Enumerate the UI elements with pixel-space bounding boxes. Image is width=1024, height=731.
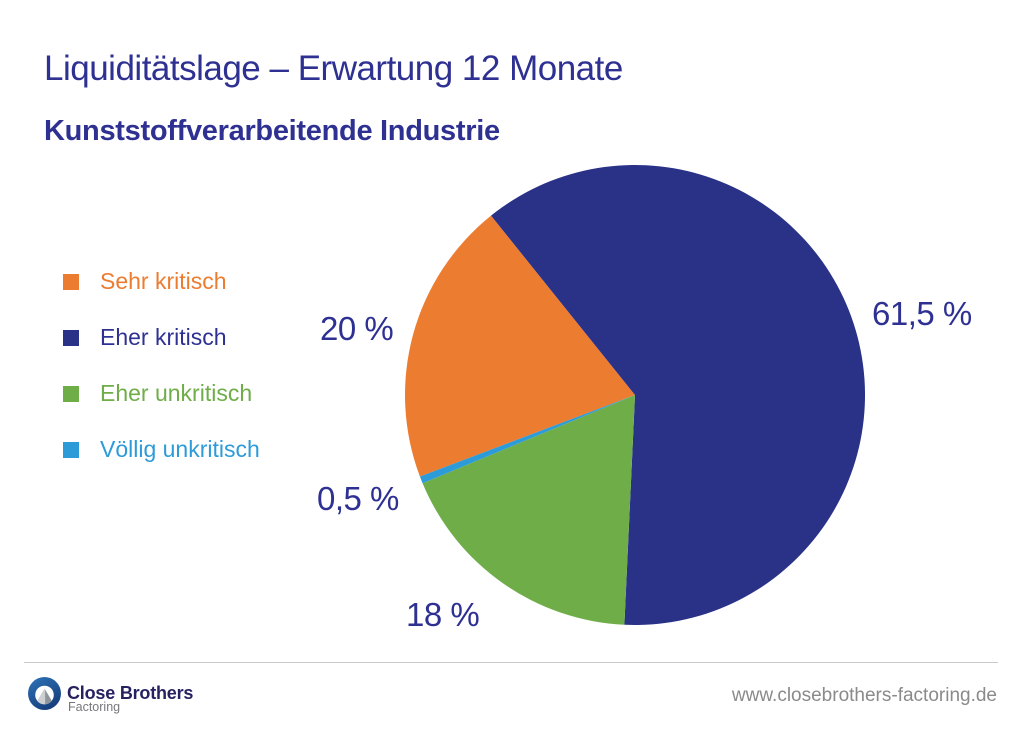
slice-label-voellig-unkritisch: 0,5 % — [317, 480, 399, 517]
footer-brand-sub: Factoring — [68, 700, 121, 714]
legend-label-sehr-kritisch: Sehr kritisch — [100, 268, 227, 294]
legend-swatch-voellig-unkritisch — [63, 442, 79, 458]
footer-divider — [24, 662, 998, 663]
legend-item-voellig-unkritisch — [63, 438, 260, 461]
legend-label-eher-unkritisch: Eher unkritisch — [100, 380, 253, 406]
pie-chart-svg — [403, 163, 867, 627]
legend-swatch-eher-kritisch — [63, 330, 79, 346]
legend-swatch-sehr-kritisch — [63, 274, 79, 290]
pie-chart — [403, 163, 867, 627]
page-title: Liquiditätslage – Erwartung 12 Monate — [44, 49, 623, 88]
legend-label-eher-kritisch: Eher kritisch — [100, 324, 227, 350]
legend-swatch-eher-unkritisch — [63, 386, 79, 402]
legend-item-eher-kritisch — [63, 326, 260, 349]
footer-url: www.closebrothers-factoring.de — [731, 685, 997, 706]
legend-item-eher-unkritisch — [63, 382, 260, 405]
footer-brand-name: Close Brothers — [67, 683, 194, 703]
chart-subtitle: Kunststoffverarbeitende Industrie — [44, 115, 500, 147]
legend-item-sehr-kritisch — [63, 270, 260, 293]
slice-label-eher-kritisch: 61,5 % — [872, 295, 972, 332]
legend-label-voellig-unkritisch: Völlig unkritisch — [100, 436, 260, 462]
legend — [63, 270, 260, 494]
slice-label-sehr-kritisch: 20 % — [320, 310, 394, 347]
slice-label-eher-unkritisch: 18 % — [406, 596, 480, 633]
close-brothers-logo-icon — [28, 677, 61, 710]
